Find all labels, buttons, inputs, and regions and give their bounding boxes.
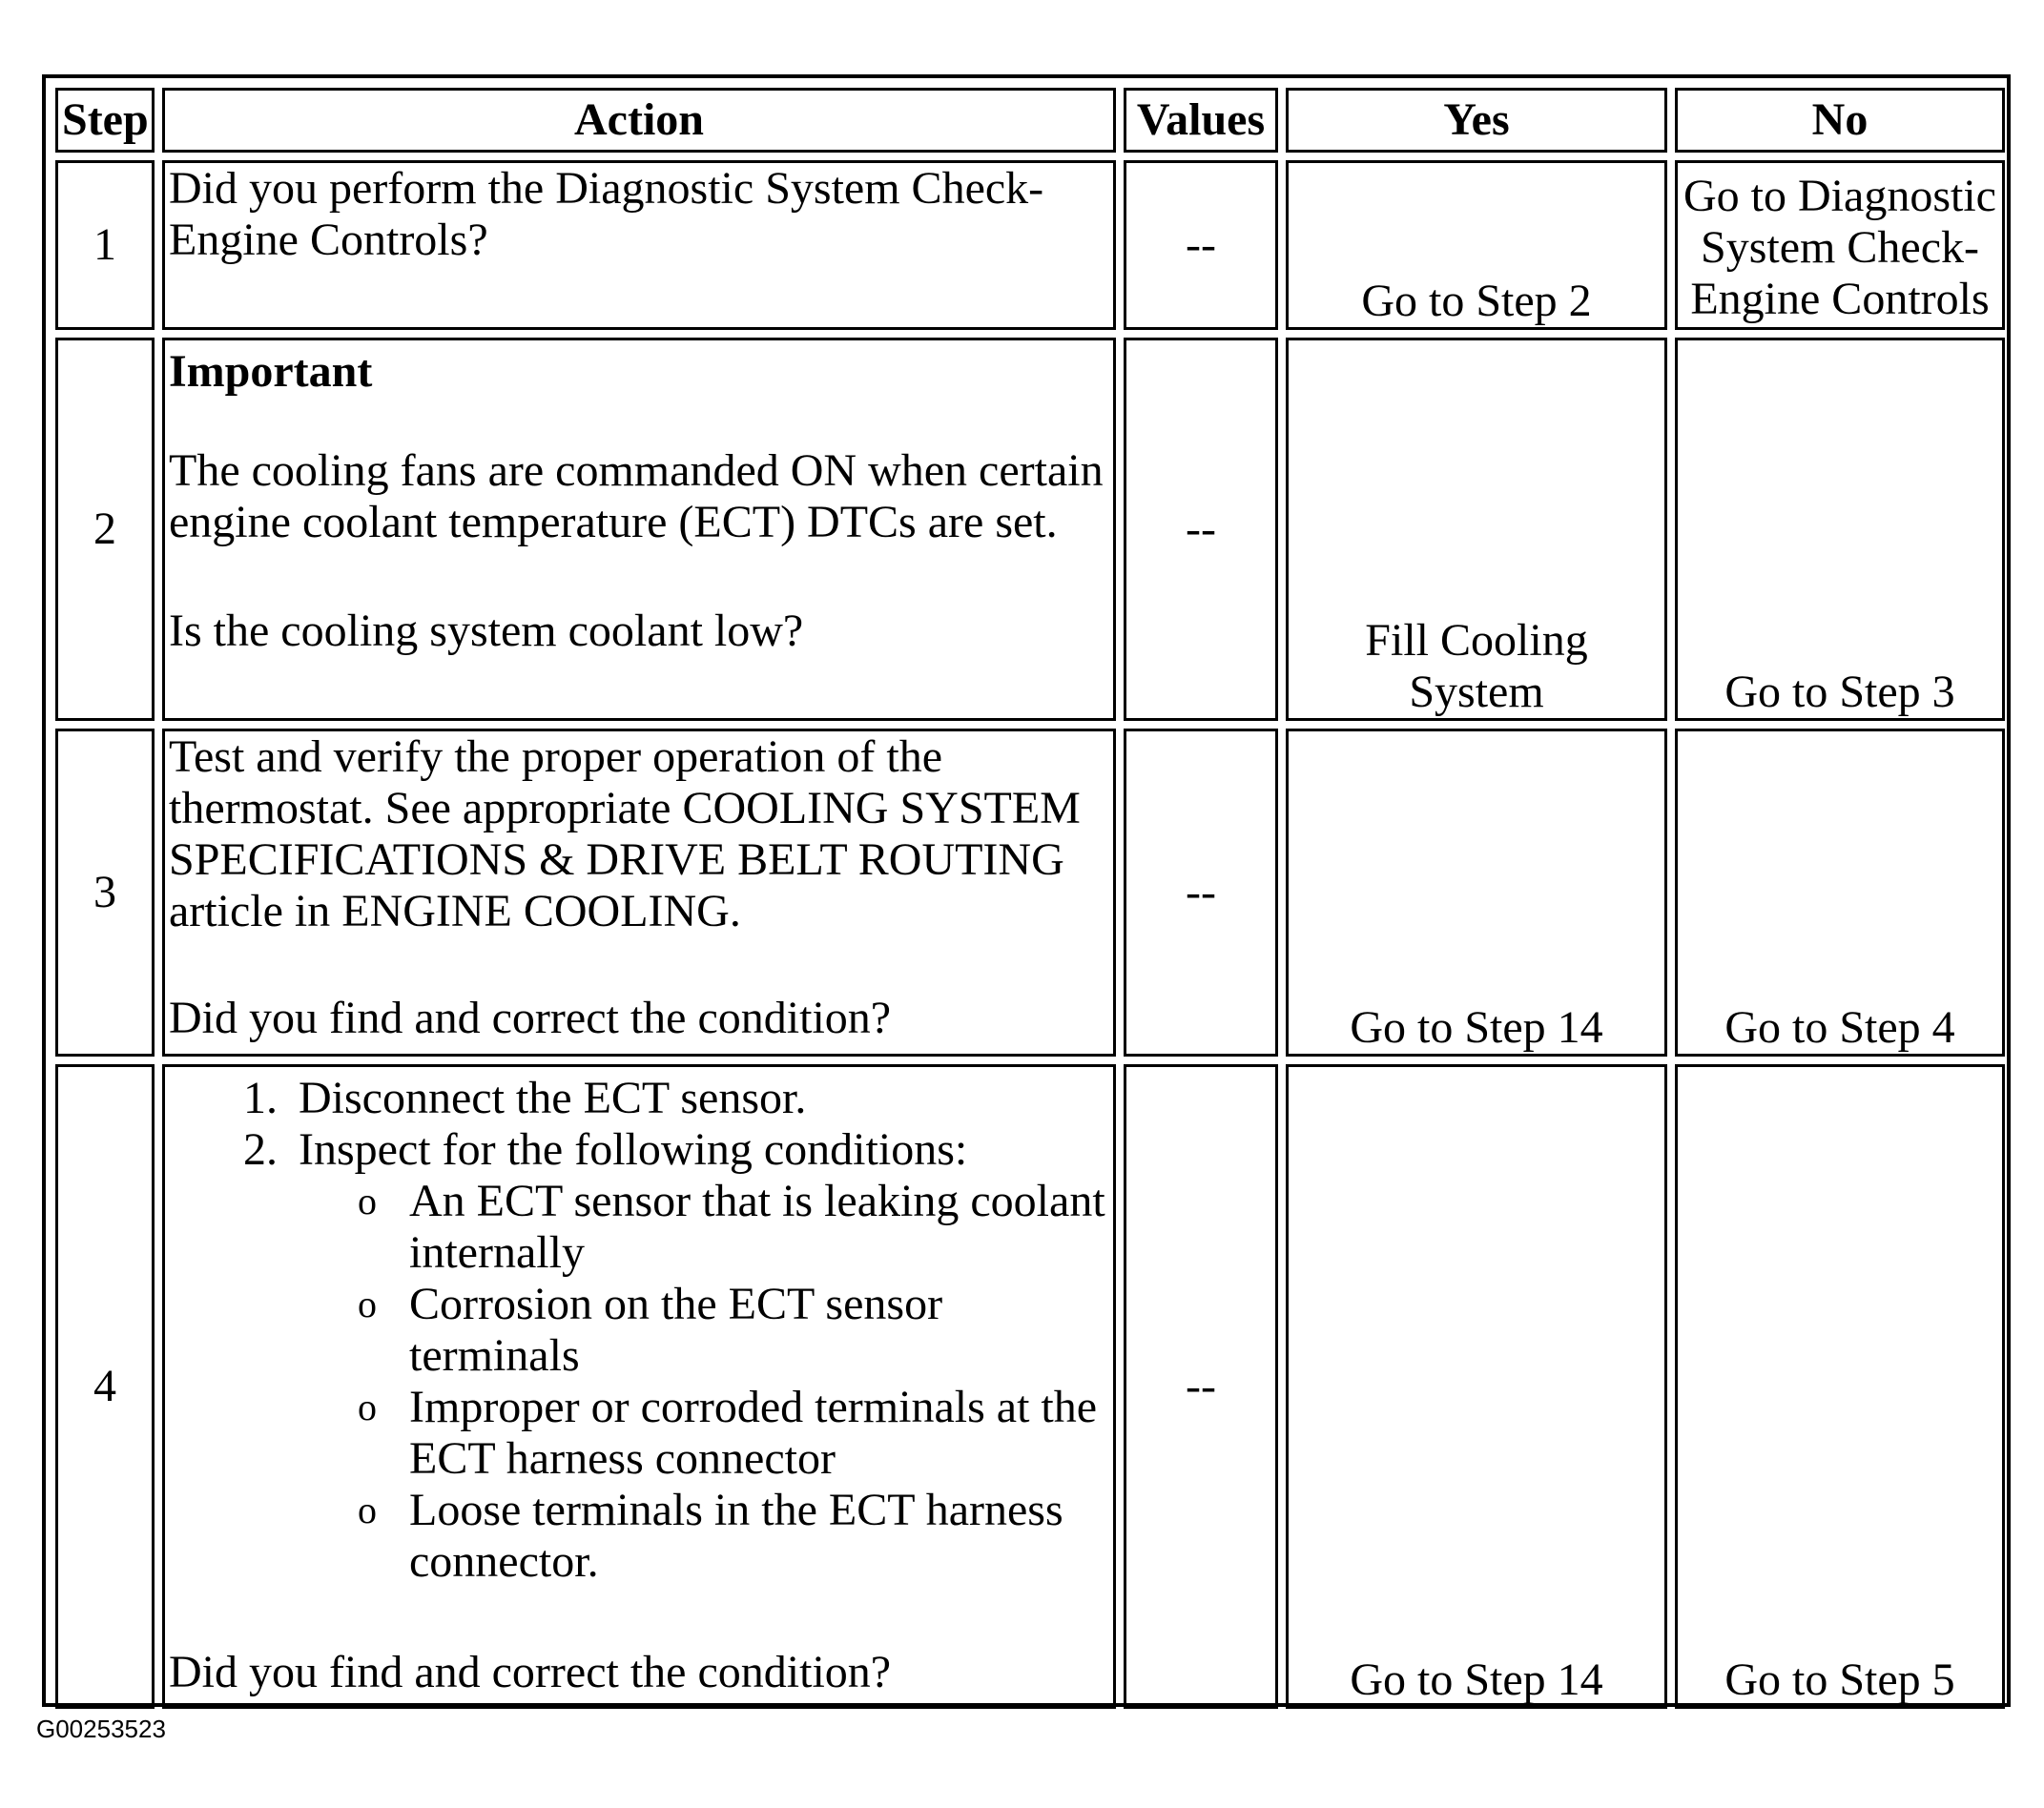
no-cell: Go to Step 4 bbox=[1675, 729, 2005, 1057]
important-note: The cooling fans are commanded ON when certain engine coolant temperature (ECT) DTCs are set. bbox=[169, 445, 1104, 547]
diagnostic-table bbox=[48, 80, 2013, 1716]
condition-item bbox=[358, 1176, 1109, 1279]
condition-item bbox=[358, 1279, 1109, 1382]
step-number: 4 bbox=[55, 1064, 155, 1709]
no-cell: Go to Step 5 bbox=[1675, 1064, 2005, 1709]
action-cell bbox=[162, 729, 1116, 1057]
header-values: Values bbox=[1124, 88, 1278, 153]
condition-text: An ECT sensor that is leaking coolant internally bbox=[409, 1176, 1105, 1278]
header-step: Step bbox=[55, 88, 155, 153]
table-row bbox=[55, 729, 2005, 1057]
condition-text: Corrosion on the ECT sensor terminals bbox=[409, 1279, 943, 1381]
action-question: Is the cooling system coolant low? bbox=[169, 606, 804, 656]
yes-text: Fill Cooling System bbox=[1365, 615, 1588, 717]
step-number: 2 bbox=[55, 338, 155, 721]
header-yes: Yes bbox=[1286, 88, 1667, 153]
substep-list bbox=[169, 1073, 1109, 1588]
bullet-icon: o bbox=[358, 1283, 377, 1325]
figure-id: G00253523 bbox=[36, 1715, 166, 1743]
condition-item bbox=[358, 1485, 1109, 1588]
condition-text: Improper or corroded terminals at the ECT harness connector bbox=[409, 1382, 1098, 1484]
action-text: Test and verify the proper operation of the thermostat. See appropriate COOLING SYSTEM SPECIFICATIONS & DRIVE BELT ROUTING article in ENGINE COOLING. bbox=[169, 731, 1081, 936]
yes-cell: Go to Step 2 bbox=[1286, 160, 1667, 330]
values-cell: -- bbox=[1124, 729, 1278, 1057]
yes-cell: Go to Step 14 bbox=[1286, 729, 1667, 1057]
header-row bbox=[55, 88, 2005, 153]
action-question: Did you find and correct the condition? bbox=[169, 993, 892, 1043]
no-cell: Go to Step 3 bbox=[1675, 338, 2005, 721]
step-number: 1 bbox=[55, 160, 155, 330]
condition-item bbox=[358, 1382, 1109, 1485]
action-cell bbox=[162, 338, 1116, 721]
bullet-icon: o bbox=[358, 1489, 377, 1531]
substep-item bbox=[289, 1124, 1109, 1588]
step-number: 3 bbox=[55, 729, 155, 1057]
no-cell: Go to Diagnostic System Check-Engine Controls bbox=[1675, 160, 2005, 330]
action-cell bbox=[162, 1064, 1116, 1709]
action-text: Did you perform the Diagnostic System Check-Engine Controls? bbox=[169, 163, 1044, 265]
condition-list bbox=[299, 1176, 1109, 1588]
action-question: Did you find and correct the condition? bbox=[169, 1647, 892, 1697]
yes-cell: Go to Step 14 bbox=[1286, 1064, 1667, 1709]
condition-text: Loose terminals in the ECT harness connector. bbox=[409, 1485, 1063, 1587]
yes-cell bbox=[1286, 338, 1667, 721]
bullet-icon: o bbox=[358, 1180, 377, 1222]
substep-item: 1. Disconnect the ECT sensor. bbox=[289, 1073, 1109, 1124]
values-cell: -- bbox=[1124, 160, 1278, 330]
header-action: Action bbox=[162, 88, 1116, 153]
bullet-icon: o bbox=[358, 1386, 377, 1428]
important-heading: Important bbox=[169, 346, 373, 397]
table-row bbox=[55, 338, 2005, 721]
substep-text: Inspect for the following conditions: bbox=[299, 1124, 968, 1175]
table-row bbox=[55, 1064, 2005, 1709]
values-cell: -- bbox=[1124, 338, 1278, 721]
header-no: No bbox=[1675, 88, 2005, 153]
table-row bbox=[55, 160, 2005, 330]
values-cell: -- bbox=[1124, 1064, 1278, 1709]
action-cell bbox=[162, 160, 1116, 330]
